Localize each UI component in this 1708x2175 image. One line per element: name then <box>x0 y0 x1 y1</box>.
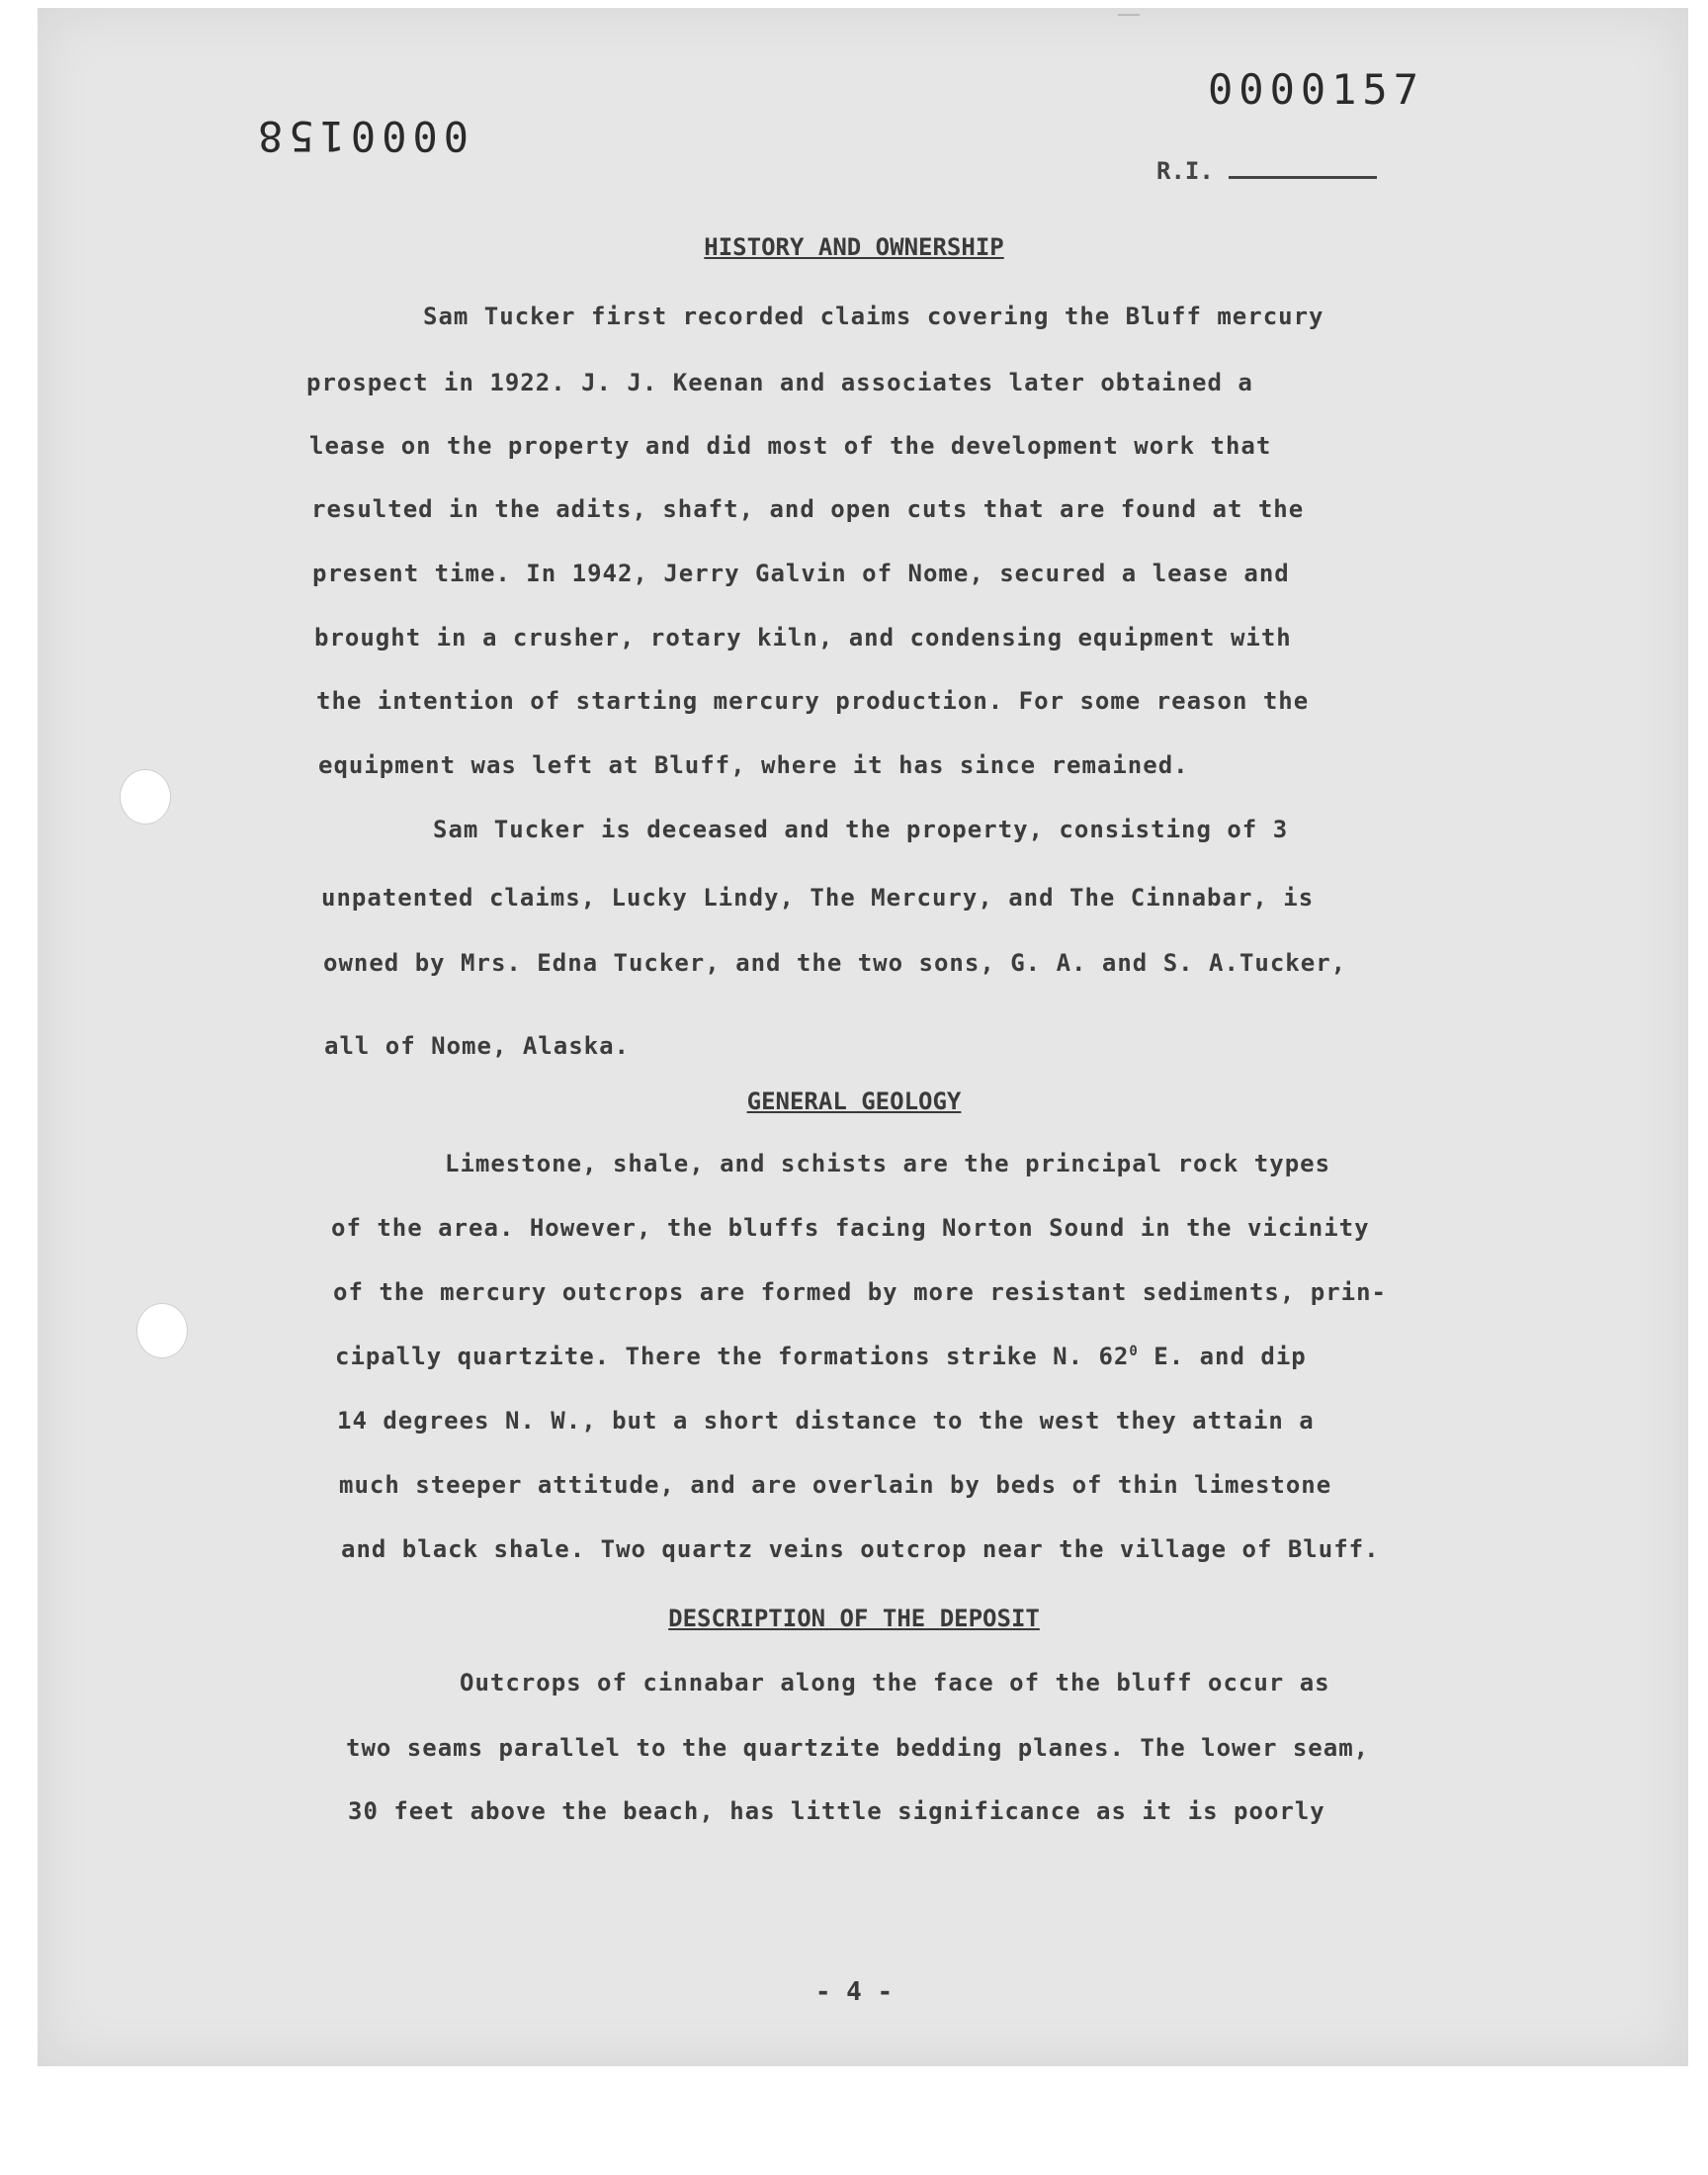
punch-hole <box>120 769 171 825</box>
corner-mark <box>1118 8 1140 16</box>
text-line: Outcrops of cinnabar along the face of the bluff occur as <box>460 1669 1330 1696</box>
ri-label: R.I. <box>1156 157 1214 185</box>
text-line: of the mercury outcrops are formed by more resistant sediments, prin- <box>333 1278 1387 1306</box>
strike-line-tail: E. and dip <box>1138 1343 1307 1370</box>
strike-line-text: cipally quartzite. There the formations strike N. 62 <box>335 1343 1130 1370</box>
text-line: equipment was left at Bluff, where it has since remained. <box>318 751 1189 779</box>
text-line: and black shale. Two quartz veins outcrop near the village of Bluff. <box>341 1535 1380 1563</box>
text-line: much steeper attitude, and are overlain by beds of thin limestone <box>339 1471 1332 1499</box>
text-line: two seams parallel to the quartzite bedding planes. The lower seam, <box>346 1734 1370 1762</box>
doc-number-top-left: 0000158 <box>252 112 470 160</box>
text-line: all of Nome, Alaska. <box>324 1032 630 1060</box>
heading-history-ownership: HISTORY AND OWNERSHIP <box>704 233 1004 261</box>
text-line: the intention of starting mercury production. For some reason the <box>316 687 1310 715</box>
text-line: present time. In 1942, Jerry Galvin of Nome, secured a lease and <box>312 560 1290 587</box>
text-line <box>335 1343 1307 1370</box>
degree-mark: 0 <box>1129 1344 1139 1359</box>
heading-description-deposit: DESCRIPTION OF THE DEPOSIT <box>668 1605 1040 1632</box>
text-line: Sam Tucker is deceased and the property, consisting of 3 <box>433 816 1289 843</box>
doc-number-top-right: 0000157 <box>1208 65 1425 114</box>
text-line: prospect in 1922. J. J. Keenan and associates later obtained a <box>306 369 1253 396</box>
text-line: of the area. However, the bluffs facing Norton Sound in the vicinity <box>331 1214 1370 1242</box>
punch-hole <box>136 1303 188 1358</box>
text-line: brought in a crusher, rotary kiln, and condensing equipment with <box>314 624 1292 652</box>
ri-blank-line <box>1229 176 1377 179</box>
heading-general-geology: GENERAL GEOLOGY <box>746 1088 962 1115</box>
text-line: lease on the property and did most of the development work that <box>309 432 1272 460</box>
page-number: - 4 - <box>814 1977 894 2007</box>
text-line: Sam Tucker first recorded claims covering the Bluff mercury <box>423 303 1324 330</box>
text-line: owned by Mrs. Edna Tucker, and the two sons, G. A. and S. A.Tucker, <box>323 949 1347 977</box>
text-line: 30 feet above the beach, has little significance as it is poorly <box>348 1797 1325 1825</box>
text-line: unpatented claims, Lucky Lindy, The Mercury, and The Cinnabar, is <box>321 884 1315 912</box>
text-line: resulted in the adits, shaft, and open cuts that are found at the <box>311 495 1305 523</box>
text-line: 14 degrees N. W., but a short distance to the west they attain a <box>337 1407 1315 1435</box>
text-line: Limestone, shale, and schists are the principal rock types <box>445 1150 1331 1177</box>
